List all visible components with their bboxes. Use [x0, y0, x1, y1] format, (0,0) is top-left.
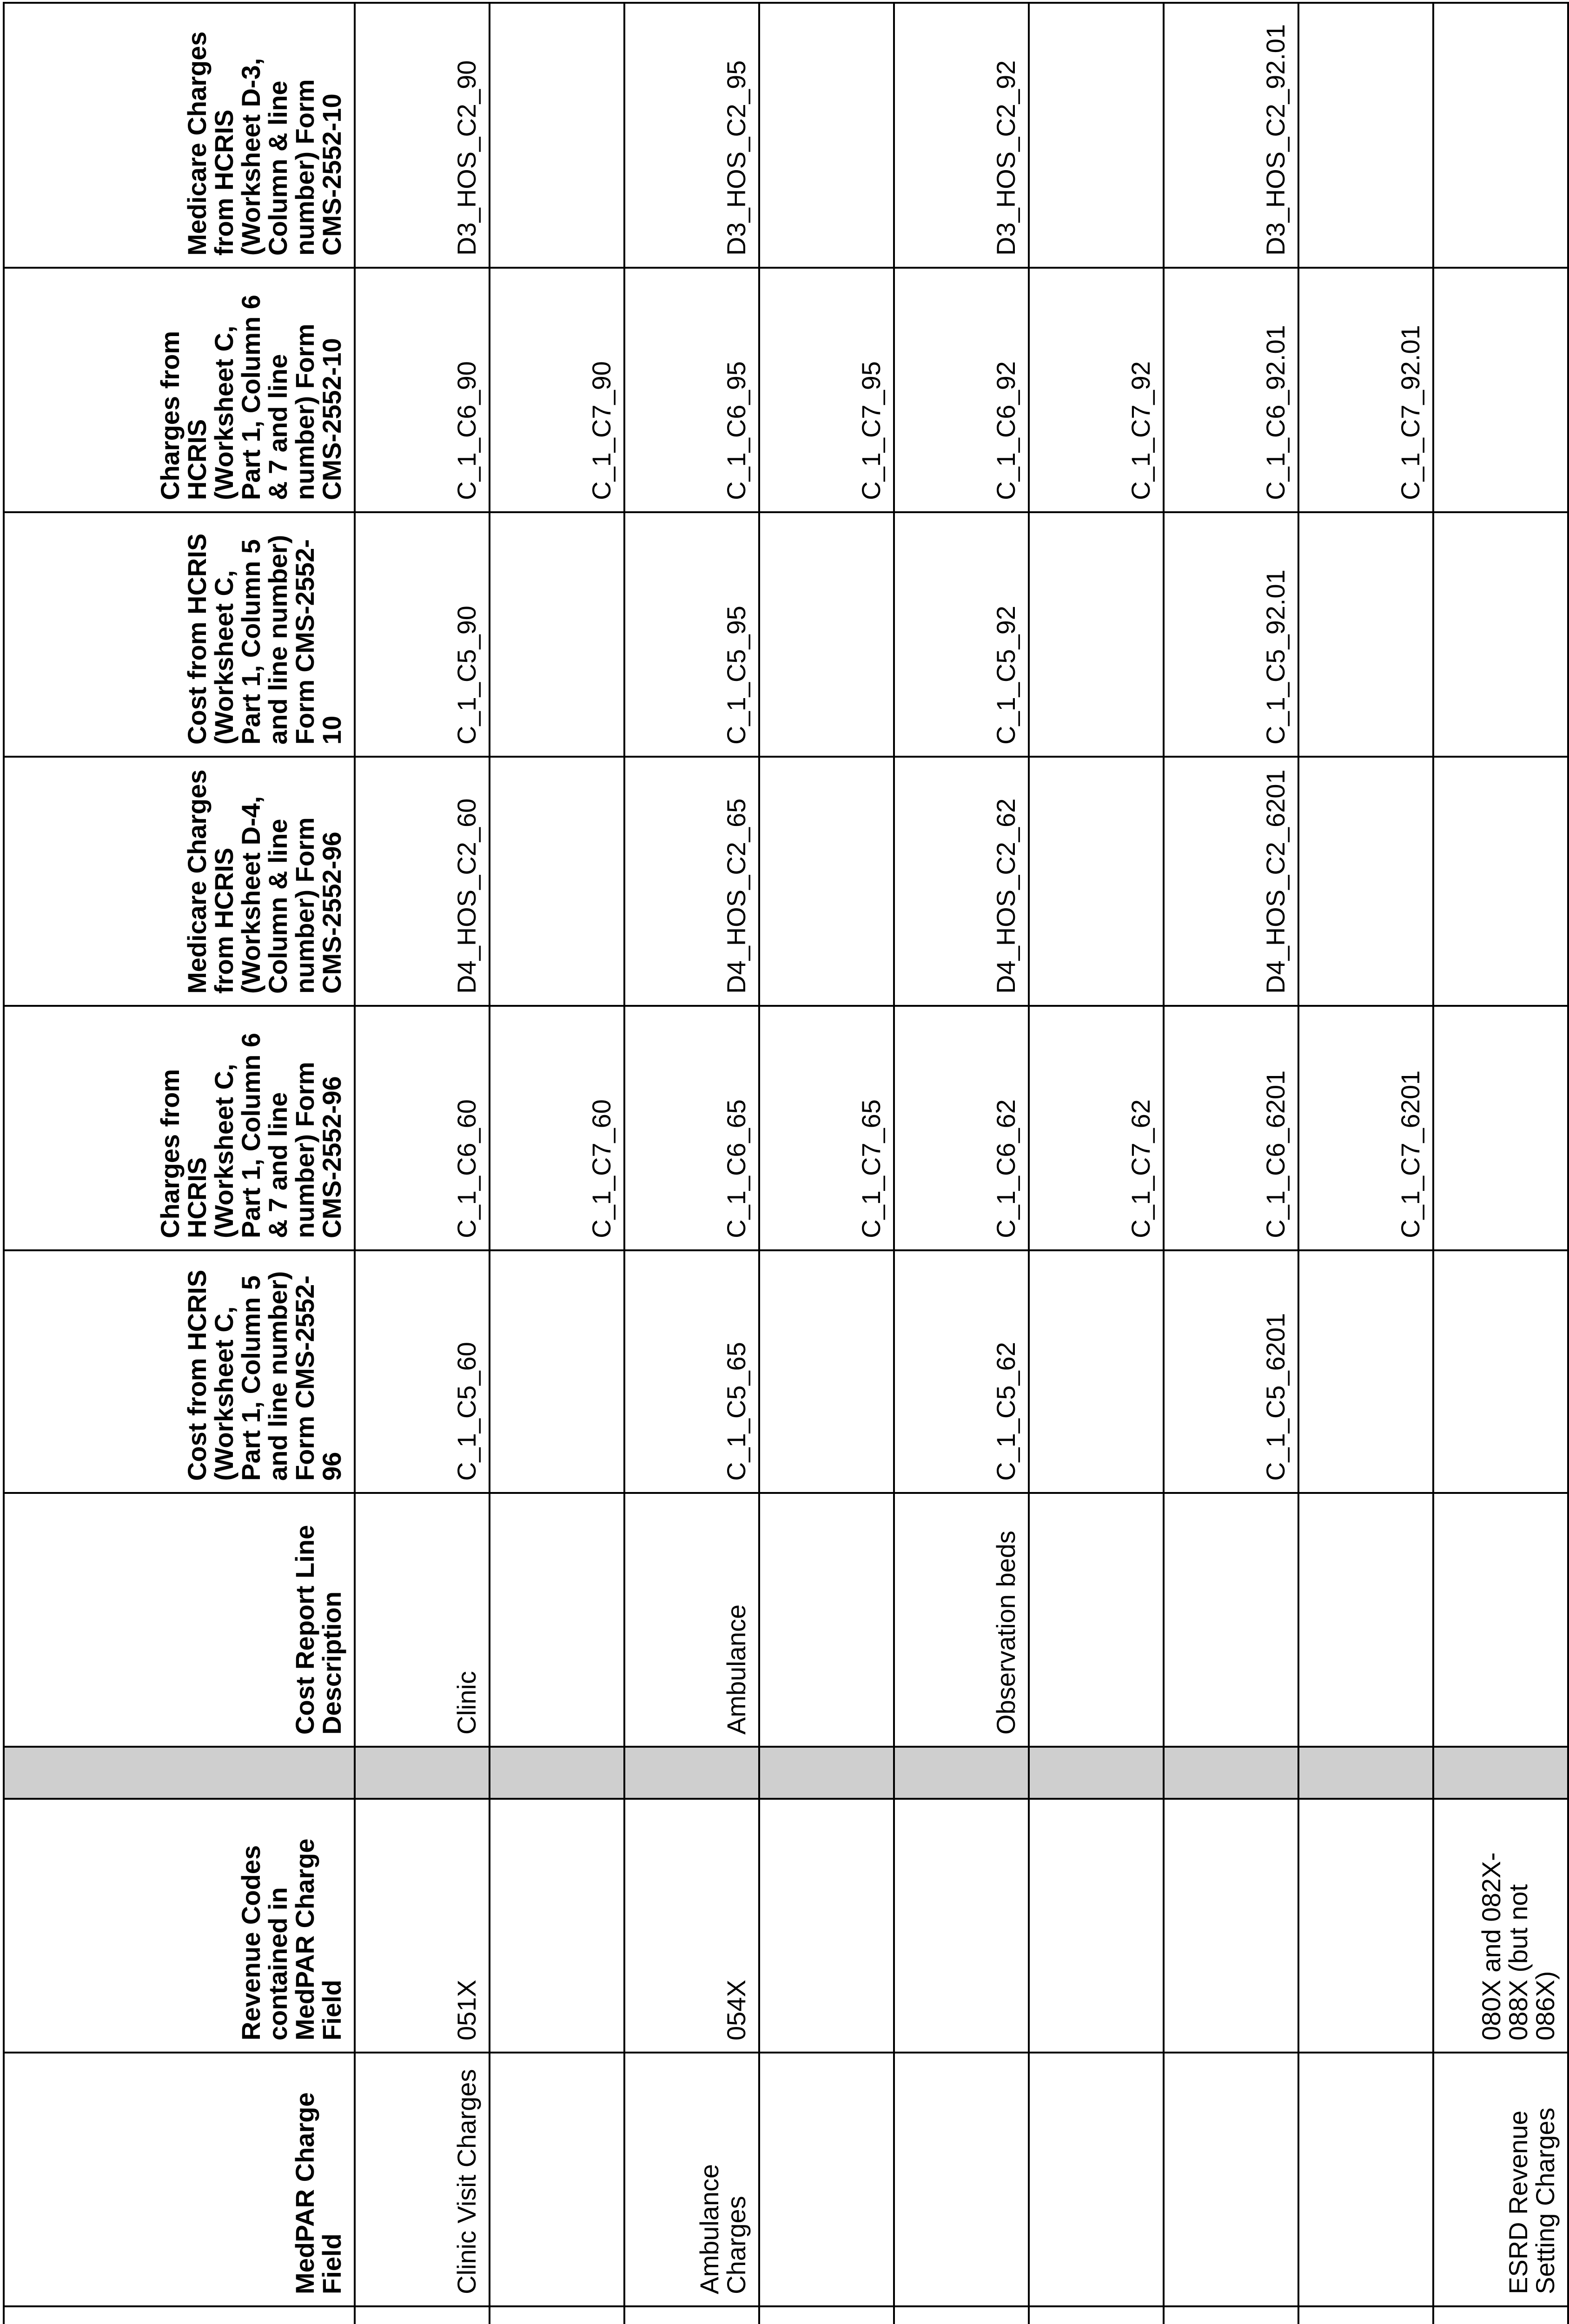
cell-cost-center-group: [1298, 2306, 1433, 2324]
cell-revenue-codes: 054X: [624, 1799, 759, 2053]
header-revenue-codes: Revenue Codes contained in MedPAR Charge Field: [4, 1799, 355, 2053]
cell-medpar-charge-field: [759, 2053, 894, 2306]
cell-separator: [490, 1747, 624, 1799]
cell-cost-center-group: [894, 2306, 1029, 2324]
cell-medicare-charges-2552-96: D4_HOS_C2_60: [355, 757, 490, 1006]
cell-cost-report-line: [1164, 1493, 1298, 1747]
cell-cost-report-line: Clinic: [355, 1493, 490, 1747]
table-body: [355, 3, 1568, 2324]
cell-cost-report-line: Ambulance: [624, 1493, 759, 1747]
cell-charges-2552-96: [1433, 1006, 1568, 1250]
cell-cost-center-group: [355, 2306, 490, 2324]
cell-medpar-charge-field: ESRD Revenue Setting Charges: [1433, 2053, 1568, 2306]
cell-medicare-charges-2552-10: [1029, 3, 1164, 268]
table-row: [759, 3, 894, 2324]
cell-cost-2552-96: [759, 1250, 894, 1493]
cell-medicare-charges-2552-96: [490, 757, 624, 1006]
cell-revenue-codes: [894, 1799, 1029, 2053]
cell-charges-2552-10: C_1_C7_92: [1029, 268, 1164, 512]
cell-charges-2552-96: C_1_C6_62: [894, 1006, 1029, 1250]
cell-charges-2552-96: C_1_C7_6201: [1298, 1006, 1433, 1250]
cell-medicare-charges-2552-10: D3_HOS_C2_95: [624, 3, 759, 268]
cost-center-table: [3, 2, 1569, 2324]
cell-cost-2552-10: [490, 512, 624, 757]
table-row: [1298, 3, 1433, 2324]
cell-cost-2552-96: [1298, 1250, 1433, 1493]
cell-charges-2552-96: C_1_C7_62: [1029, 1006, 1164, 1250]
cell-separator: [759, 1747, 894, 1799]
cell-cost-2552-10: [759, 512, 894, 757]
cell-cost-center-group: [1029, 2306, 1164, 2324]
cell-cost-2552-10: C_1_C5_90: [355, 512, 490, 757]
header-medpar-charge-field: MedPAR Charge Field: [4, 2053, 355, 2306]
cell-cost-2552-96: [1029, 1250, 1164, 1493]
cell-medicare-charges-2552-96: D4_HOS_C2_6201: [1164, 757, 1298, 1006]
cell-cost-2552-10: [1433, 512, 1568, 757]
cell-cost-2552-96: [1433, 1250, 1568, 1493]
cell-revenue-codes: [1029, 1799, 1164, 2053]
cell-medicare-charges-2552-96: [759, 757, 894, 1006]
cell-charges-2552-10: [1433, 268, 1568, 512]
cell-cost-2552-96: C_1_C5_62: [894, 1250, 1029, 1493]
cell-charges-2552-96: C_1_C6_60: [355, 1006, 490, 1250]
cell-charges-2552-96: C_1_C6_6201: [1164, 1006, 1298, 1250]
header-cost-center-group-name: [4, 2306, 355, 2324]
cell-cost-report-line: [490, 1493, 624, 1747]
cell-charges-2552-96: C_1_C7_65: [759, 1006, 894, 1250]
cell-medicare-charges-2552-96: [1029, 757, 1164, 1006]
table-row: [490, 3, 624, 2324]
cell-separator: [355, 1747, 490, 1799]
cell-cost-report-line: [1029, 1493, 1164, 1747]
cell-charges-2552-10: C_1_C6_92: [894, 268, 1029, 512]
cell-charges-2552-96: C_1_C7_60: [490, 1006, 624, 1250]
cell-charges-2552-10: C_1_C6_90: [355, 268, 490, 512]
cell-charges-2552-10: C_1_C7_90: [490, 268, 624, 512]
cell-cost-2552-10: C_1_C5_92: [894, 512, 1029, 757]
cell-medpar-charge-field: [1164, 2053, 1298, 2306]
cell-charges-2552-10: C_1_C7_92.01: [1298, 268, 1433, 512]
cell-cost-center-group: [624, 2306, 759, 2324]
cell-medicare-charges-2552-96: D4_HOS_C2_62: [894, 757, 1029, 1006]
cell-separator: [1029, 1747, 1164, 1799]
cell-cost-2552-96: C_1_C5_6201: [1164, 1250, 1298, 1493]
table-row: [894, 3, 1029, 2324]
cell-revenue-codes: [1298, 1799, 1433, 2053]
cell-medicare-charges-2552-10: D3_HOS_C2_92: [894, 3, 1029, 268]
cell-cost-report-line: [759, 1493, 894, 1747]
cell-revenue-codes: 080X and 082X-088X (but not 086X): [1433, 1799, 1568, 2053]
cell-cost-report-line: [1298, 1493, 1433, 1747]
table-row: [624, 3, 759, 2324]
header-medicare-charges-2552-10: Medicare Charges from HCRIS (Worksheet D-3, Column & line number) Form CMS-2552-10: [4, 3, 355, 268]
cell-medpar-charge-field: [490, 2053, 624, 2306]
header-row: [4, 3, 355, 2324]
cell-cost-report-line: [1433, 1493, 1568, 1747]
cell-cost-2552-10: C_1_C5_95: [624, 512, 759, 757]
cell-medpar-charge-field: [1029, 2053, 1164, 2306]
table-row: [355, 3, 490, 2324]
cell-charges-2552-10: C_1_C6_92.01: [1164, 268, 1298, 512]
header-cost-2552-96: Cost from HCRIS (Worksheet C, Part 1, Column 5 and line number) Form CMS-2552-96: [4, 1250, 355, 1493]
cell-revenue-codes: [759, 1799, 894, 2053]
cell-separator: [1433, 1747, 1568, 1799]
cell-medicare-charges-2552-10: [759, 3, 894, 268]
header-cost-2552-10: Cost from HCRIS (Worksheet C, Part 1, Column 5 and line number) Form CMS-2552-10: [4, 512, 355, 757]
cell-medicare-charges-2552-96: D4_HOS_C2_65: [624, 757, 759, 1006]
cell-cost-center-group: [490, 2306, 624, 2324]
header-cost-report-line-description: Cost Report Line Description: [4, 1493, 355, 1747]
cell-cost-2552-10: C_1_C5_92.01: [1164, 512, 1298, 757]
header-separator-column: [4, 1747, 355, 1799]
cell-cost-2552-10: [1029, 512, 1164, 757]
cell-medpar-charge-field: Clinic Visit Charges: [355, 2053, 490, 2306]
cell-cost-center-group: [759, 2306, 894, 2324]
header-charges-2552-10: Charges from HCRIS (Worksheet C, Part 1, Column 6 & 7 and line number) Form CMS-2552-10: [4, 268, 355, 512]
header-charges-2552-96: Charges from HCRIS (Worksheet C, Part 1, Column 6 & 7 and line number) Form CMS-2552-96: [4, 1006, 355, 1250]
cell-charges-2552-96: C_1_C6_65: [624, 1006, 759, 1250]
table-row: [1164, 3, 1298, 2324]
cell-revenue-codes: [490, 1799, 624, 2053]
cell-charges-2552-10: C_1_C7_95: [759, 268, 894, 512]
cell-cost-2552-10: [1298, 512, 1433, 757]
cell-medicare-charges-2552-10: [1433, 3, 1568, 268]
cell-cost-center-group: [1164, 2306, 1298, 2324]
cell-separator: [894, 1747, 1029, 1799]
cell-revenue-codes: [1164, 1799, 1298, 2053]
cell-cost-center-group: [1433, 2306, 1568, 2324]
cell-medpar-charge-field: Ambulance Charges: [624, 2053, 759, 2306]
cell-separator: [624, 1747, 759, 1799]
cell-medpar-charge-field: [894, 2053, 1029, 2306]
header-medicare-charges-2552-96: Medicare Charges from HCRIS (Worksheet D-4, Column & line number) Form CMS-2552-96: [4, 757, 355, 1006]
table-row: [1433, 3, 1568, 2324]
cell-medicare-charges-2552-10: D3_HOS_C2_90: [355, 3, 490, 268]
cell-cost-report-line: Observation beds: [894, 1493, 1029, 1747]
cell-separator: [1298, 1747, 1433, 1799]
cell-medicare-charges-2552-10: [490, 3, 624, 268]
cell-medicare-charges-2552-10: D3_HOS_C2_92.01: [1164, 3, 1298, 268]
cell-cost-2552-96: [490, 1250, 624, 1493]
cell-medicare-charges-2552-10: [1298, 3, 1433, 268]
table-row: [1029, 3, 1164, 2324]
cell-charges-2552-10: C_1_C6_95: [624, 268, 759, 512]
cell-revenue-codes: 051X: [355, 1799, 490, 2053]
cell-separator: [1164, 1747, 1298, 1799]
cell-medpar-charge-field: [1298, 2053, 1433, 2306]
cell-cost-2552-96: C_1_C5_65: [624, 1250, 759, 1493]
cell-cost-2552-96: C_1_C5_60: [355, 1250, 490, 1493]
cell-medicare-charges-2552-96: [1433, 757, 1568, 1006]
cell-medicare-charges-2552-96: [1298, 757, 1433, 1006]
